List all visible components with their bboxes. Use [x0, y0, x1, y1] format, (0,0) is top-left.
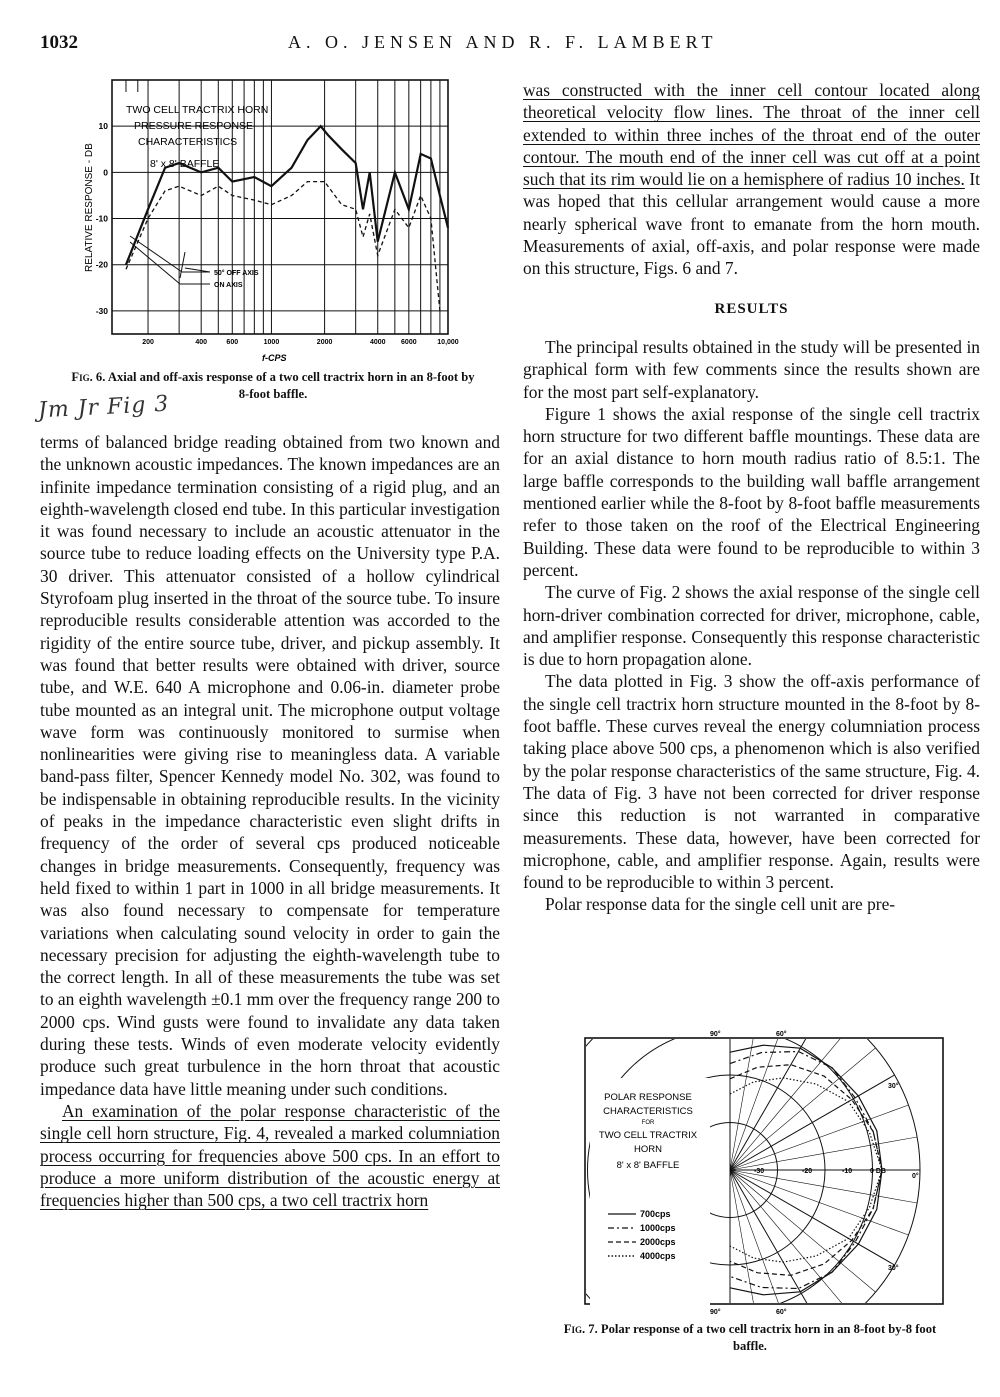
fig7-angle-label: 90° — [710, 1031, 721, 1038]
fig7-grid-ray — [730, 1048, 876, 1170]
left-column — [40, 431, 500, 1211]
fig6-title-line: CHARACTERISTICS — [138, 136, 238, 148]
fig6-title-line: 8' x 8' BAFFLE — [150, 158, 220, 170]
paragraph-continuation: It was hoped that this cellular arrangement would cause a more nearly spherical wave front to emanate from the horn mouth. Measurements of axial, off-axis, and polar response were made on this structure, Figs. 6 and 7. — [523, 169, 980, 279]
fig6-legend-on-axis: ON AXIS — [214, 282, 243, 289]
underlined-text: was constructed with the inner cell contour located along theoretical velocity flow lines. The throat of the inner cell extended to within three inches of the throat end of the outer contour. The mouth end of the inner cell was cut off at a point such that its rim would lie on a hemisphere of radius 10 inches. — [523, 80, 980, 190]
paragraph — [40, 1100, 500, 1211]
fig6-title — [126, 104, 268, 170]
fig7-title-line: POLAR RESPONSE — [604, 1092, 692, 1103]
underlined-text: An examination of the polar response characteristic of the single cell horn structure, Fig. 4, revealed a marked columniation process occurring for frequencies above 500 cps. In an effort to produce a more uniform distribution of the acoustic energy at frequencies higher than 500 cps, a two cell tractrix horn — [40, 1100, 500, 1211]
fig6-y-tick-label: -10 — [95, 213, 108, 224]
figure-7-caption-text: Polar response of a two cell tractrix horn in an 8-foot by-8 foot baffle. — [600, 1322, 937, 1353]
fig7-grid-ray — [730, 1024, 852, 1170]
paragraph: The data plotted in Fig. 3 show the off-axis performance of the single cell tractrix horn structure mounted in the 8-foot by 8-foot baffle. These curves reveal the energy columniation process taking place above 500 cps, a phenomenon which is also verified by the polar response characteristics of the same structure, Fig. 4. The data of Fig. 3 have not been corrected for driver response since this reduction is not warranted in comparative measurements. These data, however, have been corrected for microphone, cable, and amplifier response. Again, results were found to be reproducible to within 3 percent. — [523, 671, 980, 893]
fig6-x-tick-label: 200 — [142, 339, 154, 346]
fig7-title-line: TWO CELL TRACTRIX — [598, 1130, 698, 1141]
fig6-title-line: PRESSURE RESPONSE — [134, 120, 254, 132]
fig6-x-tick-label: 10,000 — [437, 339, 459, 346]
fig7-angle-label: 60° — [776, 1031, 787, 1038]
figure-7-caption-label: Fig. 7. — [563, 1322, 598, 1336]
paragraph: terms of balanced bridge reading obtained from two known and the unknown acoustic impedances. The known impedances are an infinite impedance termination consisting of a rigid plug, and an eighth-wavelength closed end tube. In this particular investigation it was found necessary to include an acoustic attenuator in the source tube to reduce loading effects on the University type P.A. 30 driver. This attenuator consisted of a hollow cylindrical Styrofoam plug inserted in the throat of the source tube. To insure reproducible results considerable attention was accorded to the rigidity of the entire source tube, driver, and pickup assembly. It was found that better results were obtained with driver, source tube, and W.E. 640 A microphone and 0.06-in. diameter probe tube mounted as an integral unit. The microphone output voltage wave form was continuously monitored to surmise when nonlinearities were giving rise to meaningless data. A variable band-pass filter, Spencer Kennedy model No. 302, was found to be indispensable in obtaining reproducible results. In the vicinity of peaks in the impedance characteristic even slight drifts in frequency of the order of several cps produced noticeable changes in bridge measurements. Consequently, frequency was held fixed to within 1 part in 1000 in all bridge measurements. It was also found necessary to compensate for temperature variations when calculating sound velocity in order to gain the necessary precision for adjusting the eighth-wavelength tube to the correct length. In all of these measurements the tube was set to an eighth wavelength ±0.1 mm over the frequency range 200 to 2000 cps. Wind gusts were found to invalidate any data taken during these tests. Winds of even moderate velocity evidently produce such great turbulence in the horn throat that acoustic impedance data have little meaning under such conditions. — [40, 432, 500, 1099]
figure-6-caption-text: Axial and off-axis response of a two cell tractrix horn in an 8-foot by 8-foot baffle. — [107, 370, 475, 401]
fig6-x-tick-label: 6000 — [401, 339, 417, 346]
fig6-frame — [112, 80, 448, 334]
fig6-y-tick-label: -30 — [95, 305, 108, 316]
figure-6-caption-label: Fig. 6. — [71, 370, 106, 384]
fig6-series-off-axis — [126, 182, 440, 311]
fig7-title-line: FOR — [641, 1120, 655, 1126]
paragraph: Polar response data for the single cell unit are pre- — [545, 894, 896, 915]
fig6-xlabel: f-CPS — [262, 353, 287, 363]
fig7-radial-label: -20 — [802, 1168, 813, 1175]
fig7-grid-ray — [730, 1170, 852, 1316]
handwritten-note: Jm Jr Fig 3 — [37, 391, 170, 424]
fig7-angle-label: 60° — [776, 1309, 787, 1316]
fig7-angle-label: 0° — [912, 1173, 919, 1180]
fig7-angle-label: 30° — [888, 1265, 899, 1272]
fig7-title-line: CHARACTERISTICS — [603, 1106, 693, 1117]
paragraph: The curve of Fig. 2 shows the axial response of the single cell horn-driver combination corrected for driver, microphone, cable, and amplifier response. Consequently this response characteristic is due to horn propagation alone. — [523, 582, 980, 670]
right-column — [523, 79, 980, 916]
fig6-x-tick-label: 1000 — [263, 339, 280, 346]
fig7-title-line: 8' x 8' BAFFLE — [616, 1160, 680, 1171]
fig7-title-line: HORN — [634, 1144, 662, 1155]
fig6-x-tick-label: 400 — [195, 339, 208, 346]
fig7-radial-label: -10 — [842, 1168, 853, 1175]
fig6-title-line: TWO CELL TRACTRIX HORN — [126, 104, 269, 116]
fig6-y-tick-label: 0 — [103, 167, 108, 178]
fig6-y-tick-label: 10 — [98, 121, 108, 132]
running-header-authors: A. O. JENSEN AND R. F. LAMBERT — [288, 32, 718, 52]
fig6-ylabel: RELATIVE RESPONSE - DB — [84, 143, 95, 272]
fig6-x-tick-label: 4000 — [369, 339, 386, 346]
fig7-angle-label: 90° — [710, 1309, 721, 1316]
fig7-grid-ray — [730, 1170, 909, 1235]
fig7-radial-label: -30 — [754, 1168, 765, 1175]
fig7-grid-ray — [730, 1170, 876, 1292]
figure-7-polar-chart — [580, 1030, 950, 1316]
fig7-radial-label: 0 DB — [870, 1168, 886, 1175]
figure-6-chart — [70, 72, 490, 364]
paragraph: The principal results obtained in the study will be presented in graphical form with few comments since the results shown are for the most part self-explanatory. — [523, 336, 980, 402]
fig6-y-tick-label: -20 — [95, 259, 108, 270]
fig7-angle-label: 30° — [888, 1083, 899, 1090]
fig7-title — [590, 1078, 710, 1308]
paragraph: Figure 1 shows the axial response of the single cell tractrix horn structure for two different baffle mountings. These data are for an axial distance to horn mouth radius ratio of 8.5:1. The large baffle corresponds to the building wall baffle arrangement mentioned earlier while the 8-foot by 8-foot baffle measurements refer to those taken on the roof of the Electrical Engineering Building. These data were found to be reproducible to within 3 percent. — [523, 403, 980, 580]
fig7-grid-ray — [730, 1105, 909, 1170]
figure-7-caption — [560, 1321, 940, 1355]
fig7-legend-item: 1000cps — [640, 1223, 676, 1233]
fig7-legend-item: 2000cps — [640, 1237, 676, 1247]
fig6-x-tick-label: 2000 — [316, 339, 333, 346]
fig7-legend-item: 700cps — [640, 1209, 671, 1219]
fig6-legend — [130, 236, 259, 289]
fig6-x-tick-label: 600 — [226, 339, 239, 346]
paragraph — [523, 79, 980, 280]
fig7-legend-item: 4000cps — [640, 1251, 676, 1261]
page-number: 1032 — [40, 32, 78, 53]
fig6-legend-off-axis: 50° OFF AXIS — [214, 270, 259, 277]
section-title-results: RESULTS — [714, 300, 789, 317]
